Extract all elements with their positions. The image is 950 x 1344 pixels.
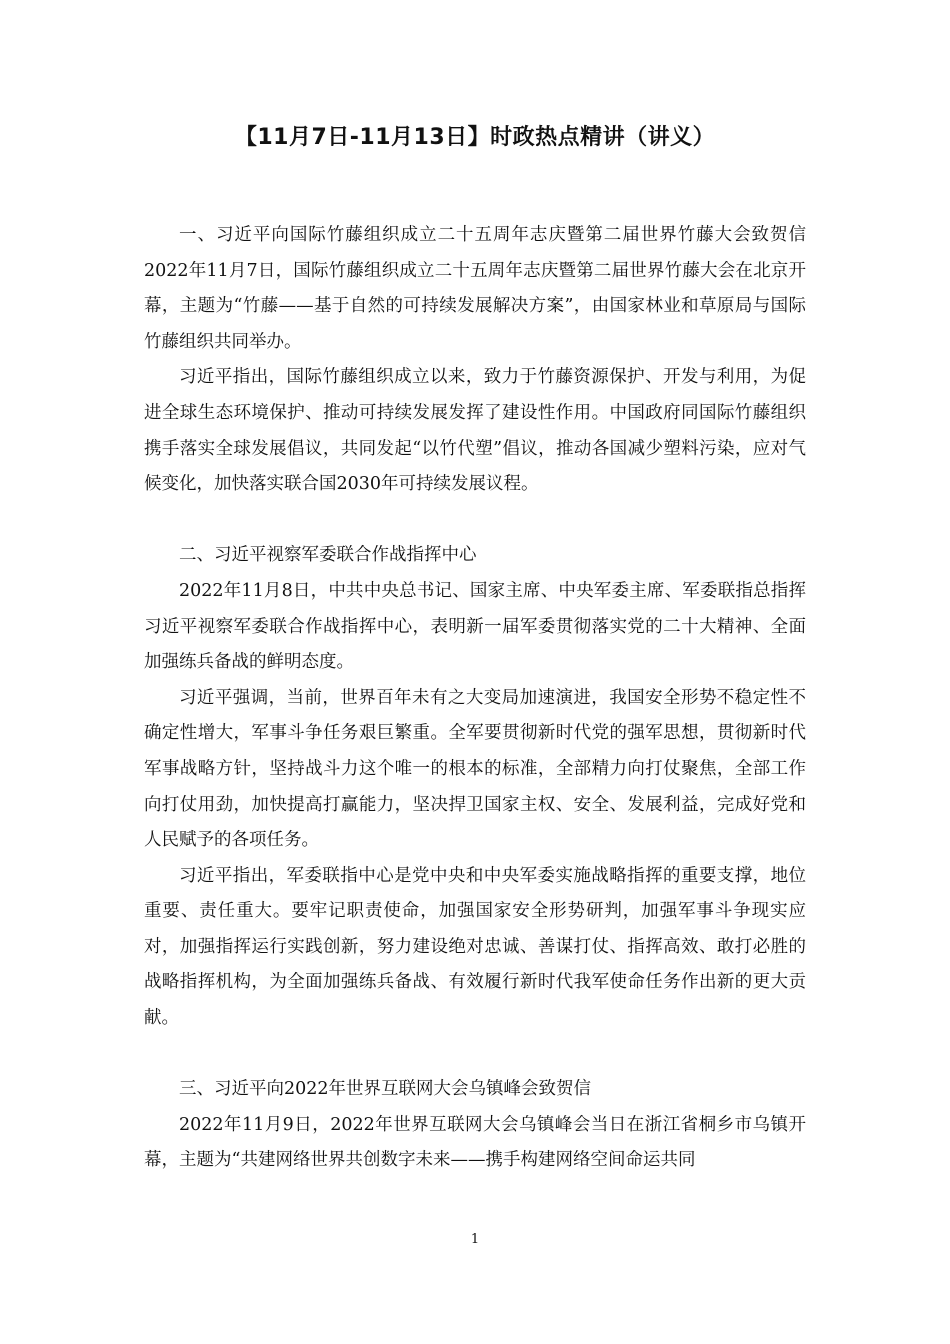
paragraph-text: 2022年11月7日，国际竹藤组织成立二十五周年志庆暨第二届世界竹藤大会在北京开幕，主题为“竹藤——基于自然的可持续发展解决方案”，由国家林业和草原局与国际竹藤组织共同举办。 xyxy=(144,260,806,352)
section-2 xyxy=(144,538,806,1036)
section-3 xyxy=(144,1072,806,1179)
paragraph: 2022年11月9日，2022年世界互联网大会乌镇峰会当日在浙江省桐乡市乌镇开幕，主题为“共建网络世界共创数字未来——携手构建网络空间命运共同 xyxy=(144,1114,806,1171)
section-1-intro xyxy=(144,218,806,360)
section-heading: 一、习近平向国际竹藤组织成立二十五周年志庆暨第二届世界竹藤大会致贺信 xyxy=(179,225,806,245)
page-number: 1 xyxy=(470,1232,480,1247)
document-body xyxy=(144,218,806,1179)
section-1 xyxy=(144,218,806,503)
section-spacer xyxy=(144,503,806,539)
section-spacer xyxy=(144,1037,806,1073)
paragraph: 2022年11月8日，中共中央总书记、国家主席、中央军委主席、军委联指总指挥习近平视察军委联合作战指挥中心，表明新一届军委贯彻落实党的二十大精神、全面加强练兵备战的鲜明态度。 xyxy=(144,580,806,673)
section-heading: 二、习近平视察军委联合作战指挥中心 xyxy=(179,545,477,566)
paragraph: 习近平指出，国际竹藤组织成立以来，致力于竹藤资源保护、开发与利用，为促进全球生态环境保护、推动可持续发展发挥了建设性作用。中国政府同国际竹藤组织携手落实全球发展倡议，共同发起“以竹代塑”倡议，推动各国减少塑料污染，应对气候变化，加快落实联合国2030年可持续发展议程。 xyxy=(144,367,806,495)
paragraph: 习近平强调，当前，世界百年未有之大变局加速演进，我国安全形势不稳定性不确定性增大，军事斗争任务艰巨繁重。全军要贯彻新时代党的强军思想，贯彻新时代军事战略方针，坚持战斗力这个唯一的根本的标准，全部精力向打仗聚焦，全部工作向打仗用劲，加快提高打赢能力，坚决捍卫国家主权、安全、发展利益，完成好党和人民赋予的各项任务。 xyxy=(144,687,806,851)
section-heading: 三、习近平向2022年世界互联网大会乌镇峰会致贺信 xyxy=(179,1079,592,1100)
paragraph: 习近平指出，军委联指中心是党中央和中央军委实施战略指挥的重要支撑，地位重要、责任重大。要牢记职责使命，加强国家安全形势研判，加强军事斗争现实应对，加强指挥运行实践创新，努力建设绝对忠诚、善谋打仗、指挥高效、敢打必胜的战略指挥机构，为全面加强练兵备战、有效履行新时代我军使命任务作出新的更大贡献。 xyxy=(144,865,806,1029)
page-title: 【11月7日-11月13日】时政热点精讲（讲义） xyxy=(234,125,716,150)
